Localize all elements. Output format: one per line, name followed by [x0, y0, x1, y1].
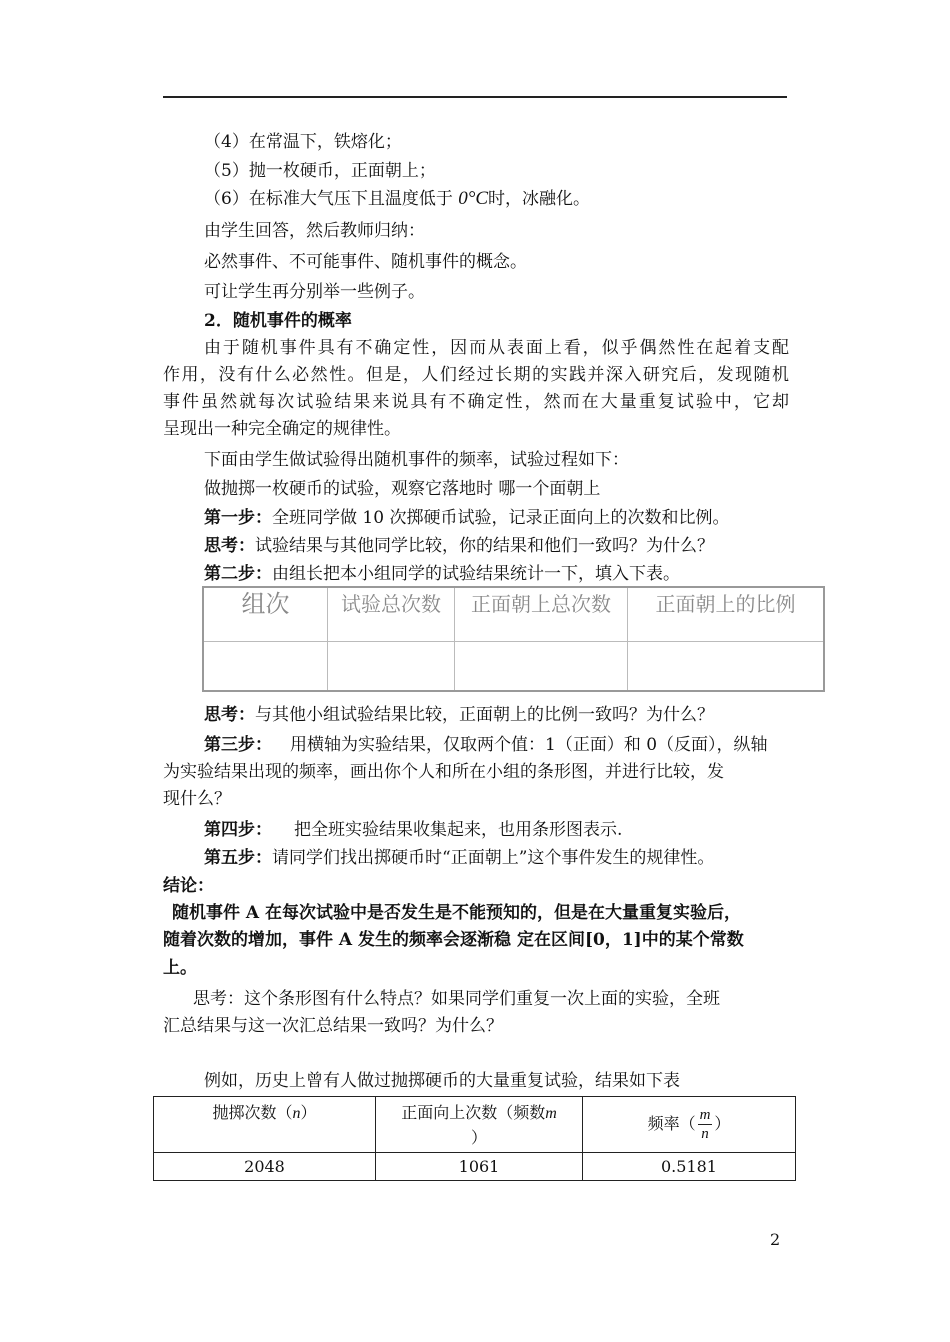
step-5-label: 第五步： — [204, 848, 272, 868]
step-2-label: 第二步： — [204, 564, 272, 584]
step-5 — [204, 845, 830, 871]
examples-line: 可让学生再分别举一些例子。 — [204, 282, 425, 302]
paragraph-1-line-4: 呈现出一种完全确定的规律性。 — [163, 419, 401, 439]
header-toss-count — [154, 1097, 376, 1153]
section-heading: 2．随机事件的概率 — [204, 311, 352, 331]
step-3 — [204, 732, 830, 758]
conclusion-line-1: 随机事件 A 在每次试验中是否发生是不能预知的，但是在大量重复实验后， — [172, 903, 742, 923]
think-3-label: 思考： — [193, 989, 244, 1009]
header-heads-ratio: 正面朝上的比例 — [628, 587, 825, 641]
toss-count-label: 抛掷次数（ — [212, 1103, 293, 1122]
paragraph-1-line-1 — [204, 335, 789, 361]
fraction-numerator: m — [699, 1107, 711, 1123]
step-1-text: 全班同学做 10 次掷硬币试验，记录正面向上的次数和比例。 — [272, 508, 730, 528]
paragraph-3: 做抛掷一枚硬币的试验，观察它落地时 哪一个面朝上 — [204, 479, 601, 499]
step-1-label: 第一步： — [204, 508, 272, 528]
zero-celsius: 0°C — [458, 188, 489, 209]
item-6 — [204, 186, 830, 212]
step-1 — [204, 505, 830, 531]
cell-group[interactable] — [203, 641, 328, 691]
fraction-denominator: n — [701, 1126, 709, 1142]
cell-heads-count: 1061 — [376, 1153, 583, 1181]
think-1 — [204, 533, 830, 559]
fraction-m-over-n — [698, 1106, 713, 1143]
p1c: 事件虽然就每次试验结果来说具有不确定性，然而在大量重复试验中，它却 — [163, 392, 789, 412]
example-intro: 例如，历史上曾有人做过抛掷硬币的大量重复试验，结果如下表 — [204, 1071, 680, 1091]
paragraph-2: 下面由学生做试验得出随机事件的频率，试验过程如下： — [204, 450, 629, 470]
think-3-text: 这个条形图有什么特点？如果同学们重复一次上面的实验，全班 — [244, 989, 720, 1009]
step-3-line-2: 为实验结果出现的频率，画出你个人和所在小组的条形图，并进行比较，发 — [163, 762, 724, 782]
think-1-label: 思考： — [204, 536, 255, 556]
step-2-text: 由组长把本小组同学的试验结果统计一下，填入下表。 — [272, 564, 680, 584]
think-3 — [193, 986, 819, 1012]
conclusion-line-2: 随着次数的增加，事件 A 发生的频率会逐渐稳 定在区间[0，1]中的某个常数 — [163, 930, 744, 950]
step-3-text: 用横轴为实验结果，仅取两个值：1（正面）和 0（反面），纵轴 — [290, 735, 768, 755]
step-3-label: 第三步： — [204, 735, 272, 755]
item-6-tail: 时，冰融化。 — [488, 189, 591, 209]
item-4: （4）在常温下，铁熔化； — [204, 132, 402, 152]
heads-count-close: ） — [470, 1128, 487, 1147]
group-results-table — [202, 586, 825, 692]
toss-count-close: ） — [300, 1103, 317, 1122]
step-2 — [204, 561, 830, 587]
paragraph-1-line-3 — [163, 389, 789, 415]
think-3-line-2: 汇总结果与这一次汇总结果一致吗？为什么？ — [163, 1016, 503, 1036]
item-6-text: （6）在标准大气压下且温度低于 — [204, 189, 453, 209]
header-rule — [163, 96, 787, 98]
var-m: m — [545, 1105, 557, 1122]
step-5-text: 请同学们找出掷硬币时“正面朝上”这个事件发生的规律性。 — [272, 848, 715, 868]
step-3-line-3: 现什么？ — [163, 789, 231, 809]
header-heads-total: 正面朝上总次数 — [455, 587, 628, 641]
step-4 — [204, 817, 830, 843]
p1b: 作用，没有什么必然性。但是，人们经过长期的实践并深入研究后，发现随机 — [163, 365, 789, 385]
history-table-header — [154, 1097, 796, 1153]
history-table-row — [154, 1153, 796, 1181]
p1a: 由于随机事件具有不确定性，因而从表面上看，似乎偶然性在起着支配 — [204, 338, 789, 358]
var-n: n — [292, 1105, 301, 1122]
group-table-row — [203, 641, 824, 691]
step-4-text: 把全班实验结果收集起来，也用条形图表示. — [294, 820, 623, 840]
cell-frequency: 0.5181 — [583, 1153, 796, 1181]
think-2 — [204, 702, 830, 728]
frequency-label: 频率（ — [647, 1114, 696, 1133]
cell-heads-ratio[interactable] — [628, 641, 825, 691]
conclusion-label: 结论： — [163, 876, 214, 896]
header-heads-count — [376, 1097, 583, 1153]
frequency-close: ） — [714, 1114, 731, 1133]
think-2-label: 思考： — [204, 705, 255, 725]
concepts-line: 必然事件、不可能事件、随机事件的概念。 — [204, 252, 527, 272]
heads-count-label: 正面向上次数（频数 — [401, 1103, 546, 1122]
item-5: （5）抛一枚硬币，正面朝上； — [204, 161, 436, 181]
group-table-header — [203, 587, 824, 641]
header-frequency — [583, 1097, 796, 1153]
header-total-trials: 试验总次数 — [328, 587, 455, 641]
step-4-label: 第四步： — [204, 820, 272, 840]
think-2-text: 与其他小组试验结果比较，正面朝上的比例一致吗？为什么？ — [255, 705, 714, 725]
cell-heads-total[interactable] — [455, 641, 628, 691]
think-1-text: 试验结果与其他同学比较，你的结果和他们一致吗？为什么？ — [255, 536, 714, 556]
teacher-summary: 由学生回答，然后教师归纳： — [204, 221, 425, 241]
paragraph-1-line-2 — [163, 362, 789, 388]
coin-toss-history-table — [153, 1096, 796, 1181]
cell-total-trials[interactable] — [328, 641, 455, 691]
conclusion-line-3: 上。 — [163, 958, 197, 978]
cell-toss-count: 2048 — [154, 1153, 376, 1181]
header-group: 组次 — [203, 587, 328, 641]
page-number: 2 — [770, 1230, 781, 1249]
